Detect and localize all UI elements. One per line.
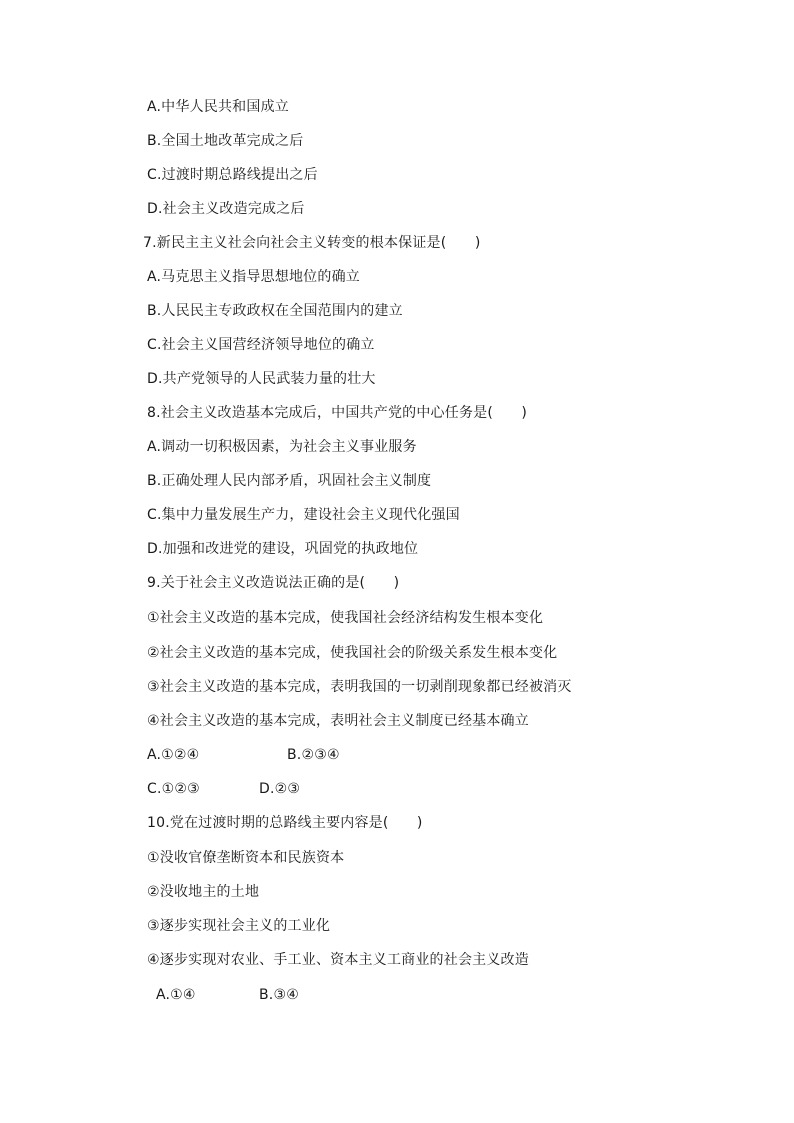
q10-statement-2: ②没收地主的土地 [147, 884, 260, 900]
q9-statement-1: ①社会主义改造的基本完成，使我国社会经济结构发生根本变化 [147, 610, 544, 626]
q9-option-b: B.②③④ [287, 747, 340, 763]
q6-option-a: A.中华人民共和国成立 [147, 99, 289, 115]
q10-statement-1: ①没收官僚垄断资本和民族资本 [147, 850, 345, 866]
q7-option-d: D.共产党领导的人民武装力量的壮大 [147, 371, 376, 387]
q9-option-d: D.②③ [259, 781, 301, 797]
q10-option-b: B.③④ [259, 987, 299, 1003]
q10-statement-4: ④逐步实现对农业、手工业、资本主义工商业的社会主义改造 [147, 952, 529, 968]
q9-statement-4: ④社会主义改造的基本完成，表明社会主义制度已经基本确立 [147, 713, 529, 729]
q6-option-c: C.过渡时期总路线提出之后 [147, 167, 318, 183]
q9-statement-3: ③社会主义改造的基本完成，表明我国的一切剥削现象都已经被消灭 [147, 679, 572, 695]
q8-option-a: A.调动一切积极因素，为社会主义事业服务 [147, 439, 417, 455]
q10-stem: 10.党在过渡时期的总路线主要内容是( ) [147, 815, 423, 831]
q6-option-d: D.社会主义改造完成之后 [147, 201, 305, 217]
q8-option-b: B.正确处理人民内部矛盾，巩固社会主义制度 [147, 473, 432, 489]
q7-option-a: A.马克思主义指导思想地位的确立 [147, 269, 360, 285]
q9-option-a: A.①②④ [147, 747, 200, 763]
q10-option-a: A.①④ [156, 987, 196, 1003]
q8-option-d: D.加强和改进党的建设，巩固党的执政地位 [147, 541, 419, 557]
q9-option-c: C.①②③ [147, 781, 200, 797]
q7-option-c: C.社会主义国营经济领导地位的确立 [147, 337, 375, 353]
q9-stem: 9.关于社会主义改造说法正确的是( ) [147, 575, 400, 591]
q7-stem: 7.新民主主义社会向社会主义转变的根本保证是( ) [143, 235, 481, 251]
q9-statement-2: ②社会主义改造的基本完成，使我国社会的阶级关系发生根本变化 [147, 645, 558, 661]
q7-option-b: B.人民民主专政政权在全国范围内的建立 [147, 303, 403, 319]
q8-option-c: C.集中力量发展生产力，建设社会主义现代化强国 [147, 507, 460, 523]
q8-stem: 8.社会主义改造基本完成后，中国共产党的中心任务是( ) [147, 405, 528, 421]
q6-option-b: B.全国土地改革完成之后 [147, 133, 304, 149]
q10-statement-3: ③逐步实现社会主义的工业化 [147, 918, 331, 934]
